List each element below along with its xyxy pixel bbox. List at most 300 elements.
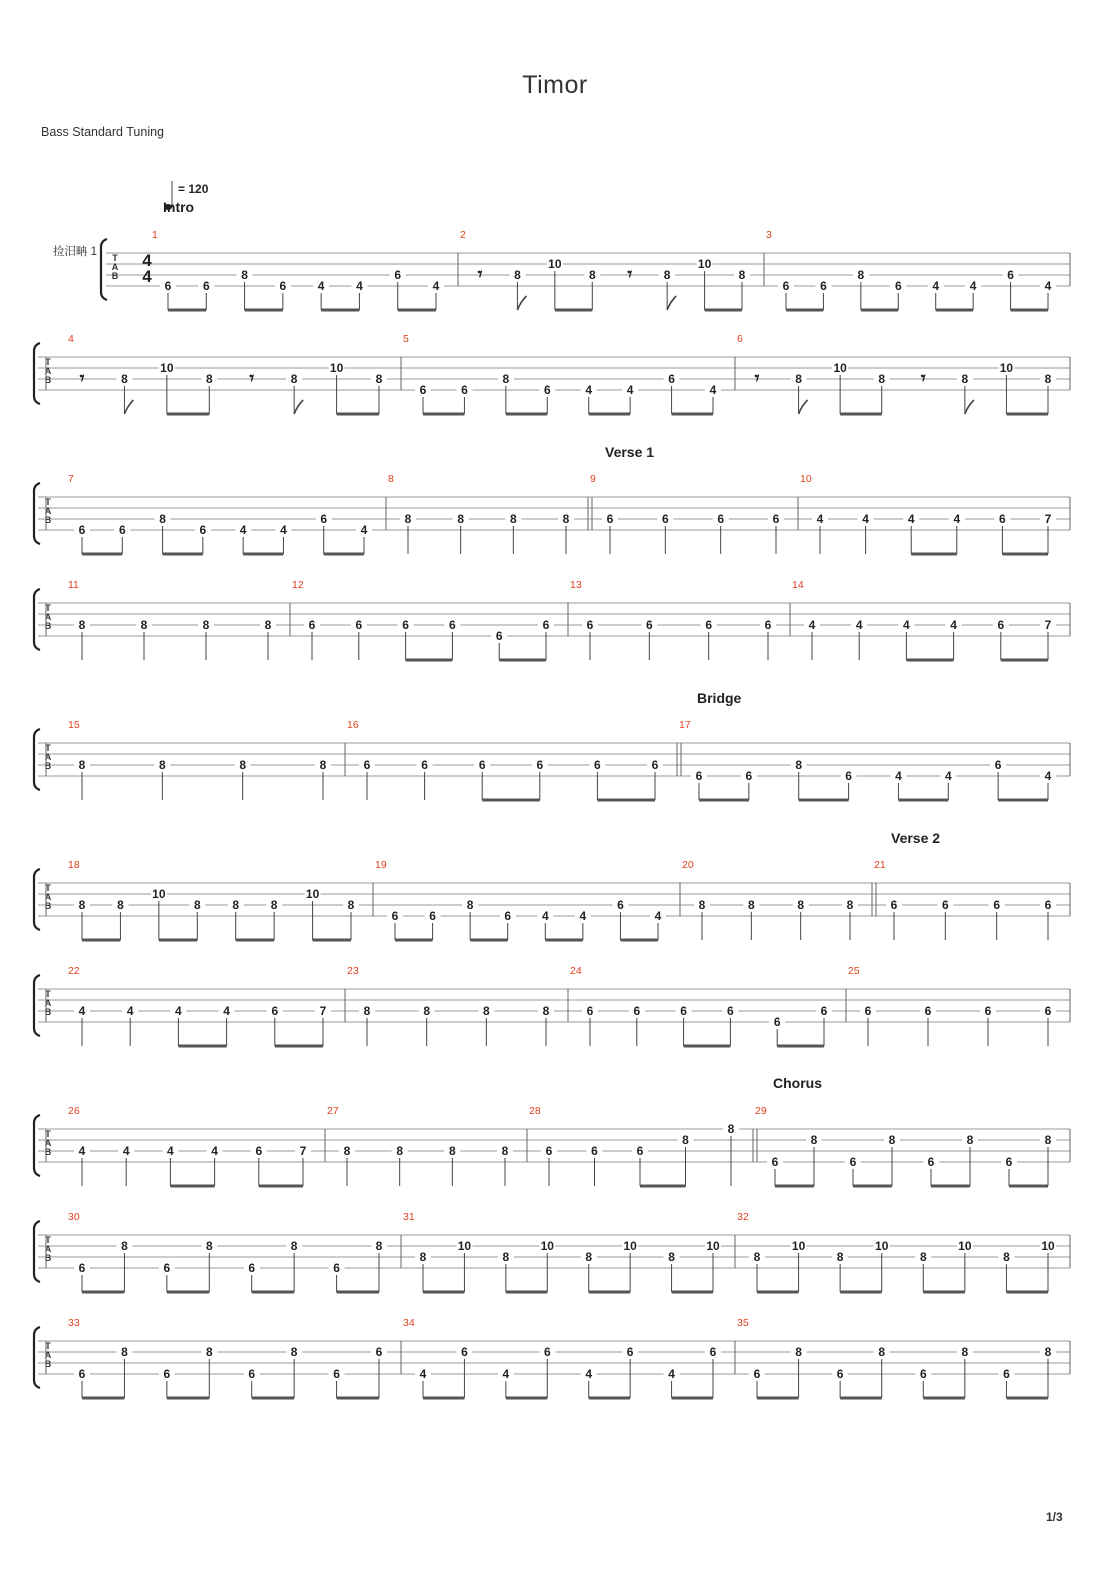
fret-number: 4 bbox=[709, 383, 717, 397]
staff-system bbox=[34, 473, 1070, 554]
fret-number: 8 bbox=[585, 1250, 593, 1264]
fret-number: 6 bbox=[753, 1367, 761, 1381]
fret-number: 4 bbox=[969, 279, 977, 293]
fret-number: 4 bbox=[239, 523, 247, 537]
fret-number: 6 bbox=[163, 1261, 171, 1275]
system-bracket bbox=[34, 1115, 40, 1176]
system-bracket bbox=[34, 1221, 40, 1282]
fret-number: 6 bbox=[586, 618, 594, 632]
fret-number: 10 bbox=[1041, 1239, 1055, 1253]
fret-number: 8 bbox=[878, 1345, 886, 1359]
fret-number: 6 bbox=[994, 758, 1002, 772]
staff-system bbox=[34, 579, 1070, 660]
fret-number: 8 bbox=[888, 1133, 896, 1147]
fret-number: 8 bbox=[457, 512, 465, 526]
fret-number: 4 bbox=[1044, 279, 1052, 293]
fret-number: 4 bbox=[167, 1144, 174, 1158]
fret-number: 4 bbox=[419, 1367, 427, 1381]
fret-number: 6 bbox=[449, 618, 456, 632]
measure-number: 10 bbox=[800, 473, 812, 485]
tab-clef-letter: A bbox=[44, 1244, 52, 1254]
measure-number: 27 bbox=[327, 1105, 339, 1117]
tab-clef-letter: B bbox=[111, 271, 119, 281]
fret-number: 8 bbox=[264, 618, 272, 632]
staff-system bbox=[34, 1105, 1070, 1186]
fret-number: 4 bbox=[317, 279, 325, 293]
fret-number: 10 bbox=[160, 361, 174, 375]
fret-number: 4 bbox=[855, 618, 863, 632]
fret-number: 6 bbox=[308, 618, 316, 632]
fret-number: 4 bbox=[585, 1367, 593, 1381]
fret-number: 6 bbox=[651, 758, 659, 772]
fret-number: 8 bbox=[663, 268, 671, 282]
fret-number: 6 bbox=[375, 1345, 383, 1359]
fret-number: 6 bbox=[495, 629, 503, 643]
fret-number: 8 bbox=[158, 758, 166, 772]
fret-number: 6 bbox=[202, 279, 210, 293]
fret-number: 6 bbox=[705, 618, 713, 632]
system-bracket bbox=[34, 1327, 40, 1388]
fret-number: 4 bbox=[953, 512, 961, 526]
fret-number: 8 bbox=[795, 758, 803, 772]
fret-number: 4 bbox=[903, 618, 910, 632]
tab-clef-letter: B bbox=[44, 1359, 52, 1369]
measure-number: 25 bbox=[848, 965, 860, 977]
fret-number: 6 bbox=[594, 758, 601, 772]
fret-number: 6 bbox=[709, 1345, 717, 1359]
tab-clef-letter: B bbox=[44, 761, 52, 771]
fret-number: 8 bbox=[241, 268, 248, 282]
fret-number: 8 bbox=[482, 1004, 490, 1018]
eighth-rest: 𝄾 bbox=[627, 264, 633, 285]
fret-number: 8 bbox=[727, 1122, 735, 1136]
fret-number: 6 bbox=[279, 279, 287, 293]
fret-number: 4 bbox=[122, 1144, 130, 1158]
track-name: 捡汨畘 1 bbox=[52, 246, 97, 258]
measure-number: 15 bbox=[68, 719, 80, 731]
tab-clef-letter: T bbox=[112, 253, 118, 263]
measure-number: 13 bbox=[570, 579, 582, 591]
fret-number: 7 bbox=[299, 1144, 307, 1158]
fret-number: 8 bbox=[588, 268, 596, 282]
fret-number: 4 bbox=[223, 1004, 230, 1018]
fret-number: 4 bbox=[950, 618, 957, 632]
fret-number: 7 bbox=[319, 1004, 327, 1018]
tab-clef-letter: A bbox=[44, 1350, 52, 1360]
fret-number: 8 bbox=[509, 512, 517, 526]
fret-number: 8 bbox=[795, 1345, 802, 1359]
fret-number: 8 bbox=[797, 898, 805, 912]
fret-number: 10 bbox=[457, 1239, 472, 1253]
fret-number: 8 bbox=[193, 898, 201, 912]
fret-number: 8 bbox=[502, 372, 510, 386]
fret-number: 4 bbox=[432, 279, 440, 293]
fret-number: 8 bbox=[232, 898, 240, 912]
fret-number: 8 bbox=[502, 1250, 510, 1264]
fret-number: 4 bbox=[816, 512, 824, 526]
measure-number: 18 bbox=[68, 859, 80, 871]
fret-number: 6 bbox=[402, 618, 409, 632]
fret-number: 8 bbox=[836, 1250, 844, 1264]
fret-number: 6 bbox=[78, 1261, 86, 1275]
measure-number: 16 bbox=[347, 719, 359, 731]
tab-clef-letter: T bbox=[45, 497, 51, 507]
fret-number: 6 bbox=[255, 1144, 263, 1158]
fret-number: 8 bbox=[1044, 372, 1052, 386]
fret-number: 6 bbox=[248, 1261, 256, 1275]
fret-number: 8 bbox=[966, 1133, 974, 1147]
fret-number: 8 bbox=[78, 758, 86, 772]
fret-number: 8 bbox=[121, 372, 128, 386]
tab-clef-letter: T bbox=[45, 989, 51, 999]
measure-number: 3 bbox=[766, 229, 772, 241]
fret-number: 8 bbox=[121, 1239, 128, 1253]
fret-number: 6 bbox=[461, 1345, 468, 1359]
fret-number: 6 bbox=[993, 898, 1001, 912]
fret-number: 6 bbox=[394, 268, 402, 282]
fret-number: 8 bbox=[419, 1250, 427, 1264]
tab-clef-letter: B bbox=[44, 375, 52, 385]
fret-number: 6 bbox=[536, 758, 544, 772]
measure-number: 32 bbox=[737, 1211, 749, 1223]
fret-number: 6 bbox=[771, 1155, 779, 1169]
fret-number: 8 bbox=[738, 268, 746, 282]
note-flag bbox=[124, 400, 133, 414]
fret-number: 8 bbox=[363, 1004, 371, 1018]
staff-system bbox=[34, 965, 1070, 1046]
fret-number: 4 bbox=[280, 523, 287, 537]
fret-number: 8 bbox=[290, 1345, 298, 1359]
fret-number: 8 bbox=[795, 372, 802, 386]
fret-number: 6 bbox=[984, 1004, 992, 1018]
fret-number: 8 bbox=[961, 372, 969, 386]
measure-number: 9 bbox=[590, 473, 596, 485]
fret-number: 6 bbox=[586, 1004, 594, 1018]
measure-number: 4 bbox=[68, 333, 74, 345]
fret-number: 4 bbox=[126, 1004, 134, 1018]
tab-clef-letter: T bbox=[45, 603, 51, 613]
measure-number: 20 bbox=[682, 859, 694, 871]
staff-system bbox=[101, 229, 1070, 310]
fret-number: 6 bbox=[919, 1367, 927, 1381]
fret-number: 8 bbox=[375, 372, 383, 386]
tab-clef-letter: A bbox=[44, 892, 52, 902]
fret-number: 8 bbox=[562, 512, 570, 526]
fret-number: 10 bbox=[833, 361, 847, 375]
fret-number: 6 bbox=[927, 1155, 935, 1169]
tab-clef-letter: A bbox=[111, 262, 119, 272]
system-bracket bbox=[34, 343, 40, 404]
fret-number: 6 bbox=[772, 512, 780, 526]
fret-number: 8 bbox=[78, 618, 86, 632]
measure-number: 33 bbox=[68, 1317, 80, 1329]
measure-number: 30 bbox=[68, 1211, 80, 1223]
tab-clef-letter: A bbox=[44, 506, 52, 516]
fret-number: 8 bbox=[1044, 1345, 1052, 1359]
fret-number: 8 bbox=[466, 898, 474, 912]
fret-number: 6 bbox=[543, 1345, 551, 1359]
section-label: Chorus bbox=[773, 1075, 822, 1091]
tab-clef-letter: B bbox=[44, 1007, 52, 1017]
fret-number: 8 bbox=[205, 372, 213, 386]
measure-number: 22 bbox=[68, 965, 80, 977]
fret-number: 6 bbox=[78, 1367, 86, 1381]
fret-number: 10 bbox=[706, 1239, 720, 1253]
fret-number: 8 bbox=[698, 898, 706, 912]
fret-number: 6 bbox=[633, 1004, 641, 1018]
fret-number: 8 bbox=[753, 1250, 761, 1264]
eighth-rest: 𝄾 bbox=[754, 368, 760, 389]
note-flag bbox=[294, 400, 303, 414]
fret-number: 8 bbox=[140, 618, 148, 632]
fret-number: 8 bbox=[1003, 1250, 1010, 1264]
fret-number: 8 bbox=[347, 898, 355, 912]
fret-number: 6 bbox=[461, 383, 468, 397]
measure-number: 14 bbox=[792, 579, 804, 591]
system-bracket bbox=[34, 869, 40, 930]
tab-clef-letter: A bbox=[44, 752, 52, 762]
eighth-rest: 𝄾 bbox=[477, 264, 483, 285]
measure-number: 1 bbox=[152, 229, 158, 241]
fret-number: 6 bbox=[849, 1155, 857, 1169]
fret-number: 6 bbox=[363, 758, 371, 772]
fret-number: 8 bbox=[919, 1250, 927, 1264]
measure-number: 24 bbox=[570, 965, 582, 977]
fret-number: 4 bbox=[502, 1367, 510, 1381]
fret-number: 6 bbox=[782, 279, 790, 293]
fret-number: 4 bbox=[78, 1004, 86, 1018]
tab-clef-letter: A bbox=[44, 366, 52, 376]
eighth-rest: 𝄾 bbox=[249, 368, 255, 389]
fret-number: 10 bbox=[999, 361, 1014, 375]
fret-number: 10 bbox=[623, 1239, 637, 1253]
fret-number: 8 bbox=[747, 898, 755, 912]
fret-number: 8 bbox=[668, 1250, 675, 1264]
fret-number: 6 bbox=[1003, 1367, 1010, 1381]
fret-number: 8 bbox=[205, 1345, 213, 1359]
measure-number: 31 bbox=[403, 1211, 415, 1223]
fret-number: 8 bbox=[270, 898, 278, 912]
tab-clef-letter: T bbox=[45, 1129, 51, 1139]
fret-number: 7 bbox=[1044, 512, 1052, 526]
fret-number: 6 bbox=[745, 769, 753, 783]
tab-clef-letter: T bbox=[45, 883, 51, 893]
fret-number: 6 bbox=[645, 618, 653, 632]
measure-number: 21 bbox=[874, 859, 886, 871]
measure-number: 12 bbox=[292, 579, 304, 591]
fret-number: 6 bbox=[890, 898, 898, 912]
fret-number: 6 bbox=[163, 1367, 171, 1381]
fret-number: 6 bbox=[320, 512, 328, 526]
tab-clef-letter: B bbox=[44, 901, 52, 911]
fret-number: 6 bbox=[164, 279, 172, 293]
measure-number: 17 bbox=[679, 719, 691, 731]
section-label: Bridge bbox=[697, 690, 742, 706]
fret-number: 8 bbox=[375, 1239, 383, 1253]
tab-clef-letter: T bbox=[45, 1341, 51, 1351]
section-label: Intro bbox=[163, 199, 195, 215]
tab-clef-letter: B bbox=[44, 515, 52, 525]
fret-number: 4 bbox=[862, 512, 869, 526]
fret-number: 6 bbox=[941, 898, 949, 912]
fret-number: 6 bbox=[820, 279, 827, 293]
fret-number: 4 bbox=[579, 909, 587, 923]
fret-number: 6 bbox=[199, 523, 207, 537]
tab-clef-letter: A bbox=[44, 1138, 52, 1148]
tab-clef-letter: B bbox=[44, 1253, 52, 1263]
fret-number: 6 bbox=[894, 279, 902, 293]
fret-number: 6 bbox=[78, 523, 86, 537]
fret-number: 8 bbox=[404, 512, 412, 526]
fret-number: 8 bbox=[159, 512, 166, 526]
fret-number: 4 bbox=[895, 769, 902, 783]
measure-number: 28 bbox=[529, 1105, 541, 1117]
fret-number: 6 bbox=[924, 1004, 932, 1018]
fret-number: 6 bbox=[997, 618, 1005, 632]
fret-number: 6 bbox=[617, 898, 624, 912]
fret-number: 6 bbox=[1044, 898, 1052, 912]
fret-number: 8 bbox=[290, 372, 298, 386]
fret-number: 6 bbox=[545, 1144, 553, 1158]
time-signature-bottom: 4 bbox=[142, 267, 152, 286]
fret-number: 4 bbox=[654, 909, 662, 923]
fret-number: 6 bbox=[1007, 268, 1014, 282]
tab-clef-letter: T bbox=[45, 357, 51, 367]
tuning-label: Bass Standard Tuning bbox=[41, 125, 164, 139]
fret-number: 6 bbox=[668, 372, 675, 386]
fret-number: 8 bbox=[239, 758, 247, 772]
system-bracket bbox=[34, 589, 40, 650]
fret-number: 6 bbox=[333, 1261, 340, 1275]
fret-number: 6 bbox=[542, 618, 550, 632]
fret-number: 10 bbox=[548, 257, 562, 271]
fret-number: 6 bbox=[421, 758, 428, 772]
tab-clef-letter: A bbox=[44, 998, 52, 1008]
system-bracket bbox=[34, 729, 40, 790]
system-bracket bbox=[101, 239, 107, 300]
note-flag bbox=[799, 400, 808, 414]
fret-number: 6 bbox=[764, 618, 772, 632]
fret-number: 7 bbox=[1044, 618, 1052, 632]
fret-number: 6 bbox=[999, 512, 1006, 526]
fret-number: 6 bbox=[118, 523, 126, 537]
fret-number: 6 bbox=[1044, 1004, 1052, 1018]
fret-number: 6 bbox=[680, 1004, 687, 1018]
eighth-rest: 𝄾 bbox=[920, 368, 926, 389]
staff-system bbox=[34, 1317, 1070, 1398]
fret-number: 4 bbox=[932, 279, 940, 293]
fret-number: 6 bbox=[773, 1015, 781, 1029]
measure-number: 23 bbox=[347, 965, 359, 977]
fret-number: 8 bbox=[846, 898, 854, 912]
fret-number: 6 bbox=[591, 1144, 598, 1158]
staff-system bbox=[34, 719, 1070, 800]
fret-number: 8 bbox=[319, 758, 327, 772]
fret-number: 6 bbox=[333, 1367, 340, 1381]
fret-number: 4 bbox=[356, 279, 363, 293]
measure-number: 29 bbox=[755, 1105, 767, 1117]
fret-number: 6 bbox=[478, 758, 486, 772]
fret-number: 6 bbox=[836, 1367, 844, 1381]
measure-number: 5 bbox=[403, 333, 409, 345]
fret-number: 6 bbox=[820, 1004, 828, 1018]
fret-number: 8 bbox=[121, 1345, 128, 1359]
fret-number: 4 bbox=[175, 1004, 182, 1018]
tempo-marking: = 120 bbox=[178, 182, 209, 196]
measure-number: 35 bbox=[737, 1317, 749, 1329]
fret-number: 8 bbox=[290, 1239, 298, 1253]
fret-number: 8 bbox=[202, 618, 210, 632]
fret-number: 6 bbox=[391, 909, 399, 923]
fret-number: 8 bbox=[78, 898, 86, 912]
note-flag bbox=[965, 400, 974, 414]
measure-number: 34 bbox=[403, 1317, 415, 1329]
staff-system bbox=[34, 1211, 1070, 1292]
fret-number: 8 bbox=[857, 268, 865, 282]
fret-number: 8 bbox=[423, 1004, 431, 1018]
fret-number: 6 bbox=[248, 1367, 256, 1381]
fret-number: 8 bbox=[501, 1144, 509, 1158]
fret-number: 6 bbox=[845, 769, 852, 783]
fret-number: 8 bbox=[682, 1133, 689, 1147]
measure-number: 8 bbox=[388, 473, 394, 485]
fret-number: 4 bbox=[668, 1367, 675, 1381]
fret-number: 6 bbox=[636, 1144, 644, 1158]
note-flag bbox=[667, 296, 676, 310]
fret-number: 6 bbox=[727, 1004, 734, 1018]
system-bracket bbox=[34, 975, 40, 1036]
fret-number: 6 bbox=[695, 769, 703, 783]
eighth-rest: 𝄾 bbox=[79, 368, 85, 389]
fret-number: 10 bbox=[697, 257, 712, 271]
measure-number: 6 bbox=[737, 333, 743, 345]
section-label: Verse 2 bbox=[891, 830, 941, 846]
page-number: 1/3 bbox=[1046, 1510, 1063, 1524]
fret-number: 4 bbox=[1044, 769, 1052, 783]
fret-number: 8 bbox=[810, 1133, 818, 1147]
fret-number: 4 bbox=[808, 618, 816, 632]
fret-number: 4 bbox=[360, 523, 368, 537]
fret-number: 8 bbox=[961, 1345, 969, 1359]
fret-number: 10 bbox=[152, 887, 166, 901]
tab-clef-letter: B bbox=[44, 1147, 52, 1157]
fret-number: 6 bbox=[626, 1345, 634, 1359]
fret-number: 8 bbox=[514, 268, 521, 282]
fret-number: 6 bbox=[606, 512, 614, 526]
fret-number: 8 bbox=[878, 372, 886, 386]
section-label: Verse 1 bbox=[605, 444, 655, 460]
time-signature-top: 4 bbox=[142, 251, 152, 270]
measure-number: 26 bbox=[68, 1105, 80, 1117]
fret-number: 6 bbox=[717, 512, 725, 526]
fret-number: 6 bbox=[864, 1004, 872, 1018]
tab-clef-letter: T bbox=[45, 1235, 51, 1245]
staff-system bbox=[34, 859, 1070, 940]
fret-number: 4 bbox=[585, 383, 593, 397]
fret-number: 4 bbox=[907, 512, 915, 526]
fret-number: 4 bbox=[944, 769, 952, 783]
fret-number: 6 bbox=[419, 383, 427, 397]
fret-number: 6 bbox=[504, 909, 512, 923]
score-title: Timor bbox=[522, 71, 588, 99]
measure-number: 7 bbox=[68, 473, 74, 485]
fret-number: 6 bbox=[271, 1004, 279, 1018]
fret-number: 6 bbox=[355, 618, 363, 632]
fret-number: 6 bbox=[543, 383, 551, 397]
fret-number: 8 bbox=[396, 1144, 404, 1158]
fret-number: 4 bbox=[626, 383, 634, 397]
note-flag bbox=[517, 296, 526, 310]
